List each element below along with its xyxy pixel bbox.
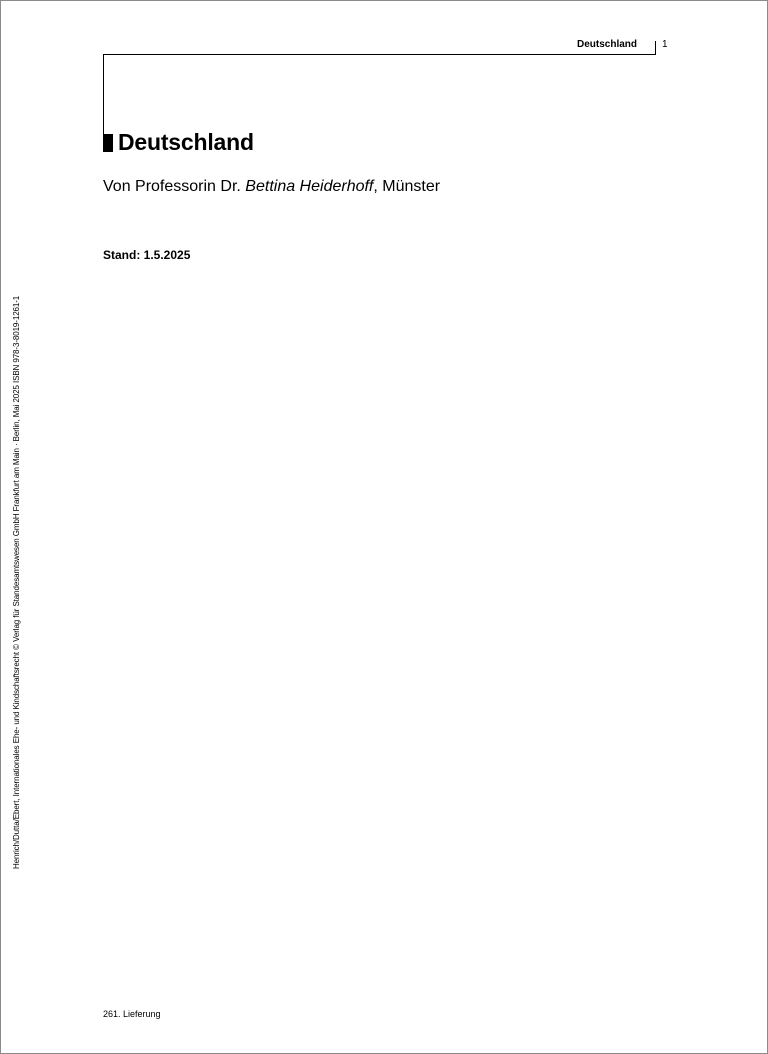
- author-line: [103, 177, 440, 197]
- author-name: Bettina Heiderhoff: [245, 178, 374, 195]
- delivery-note: 261. Lieferung: [103, 1009, 161, 1019]
- author-suffix: , Münster: [373, 178, 441, 195]
- page-number: 1: [662, 39, 668, 50]
- title-marker: [103, 134, 113, 152]
- status-date: Stand: 1.5.2025: [103, 248, 191, 262]
- running-head-title: Deutschland: [576, 39, 637, 50]
- page-title: Deutschland: [118, 129, 254, 155]
- header-divider: [655, 41, 656, 55]
- author-prefix: Von Professorin Dr.: [103, 178, 246, 195]
- header-rule-top: [103, 54, 656, 55]
- title-block: [103, 127, 254, 157]
- publication-side-note: Henrich/Dutta/Ebert, Internationales Ehe- und Kindschaftsrecht © Verlag für Standesamtswesen GmbH Frankfurt am Main · Berlin, Mai 2025 ISBN 978-3-8019-1261-1: [12, 295, 21, 869]
